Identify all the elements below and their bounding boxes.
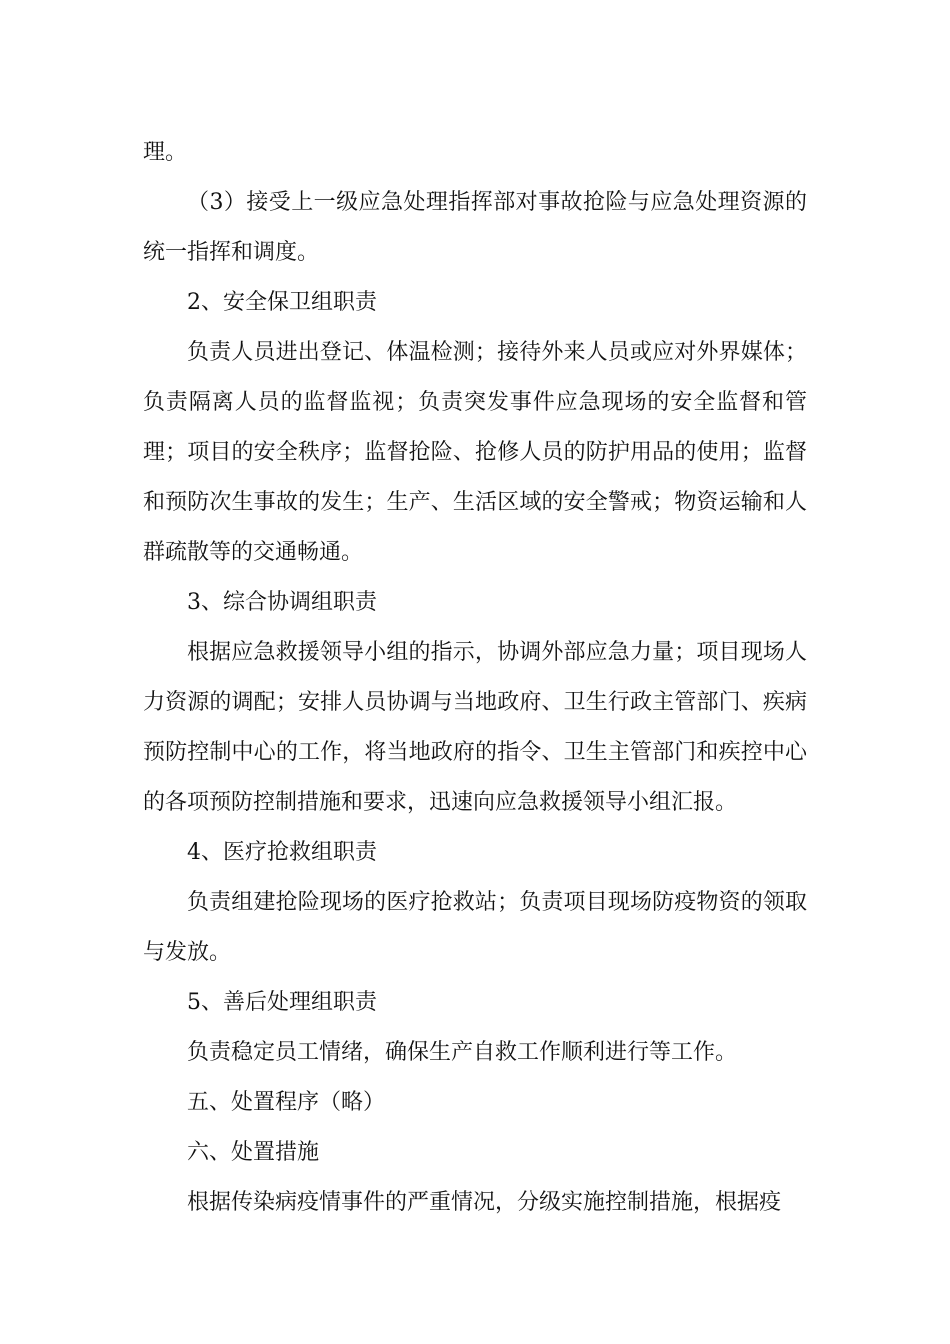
- heading-coordination-group: 3、综合协调组职责: [187, 590, 377, 615]
- paragraph-security-duties: 负责人员进出登记、体温检测；接待外来人员或应对外界媒体；负责隔离人员的监督监视；负责突发事件应急现场的安全监督和管理；项目的安全秩序；监督抢险、抢修人员的防护用品的使用；监督和预防次生事故的发生；生产、生活区域的安全警戒；物资运输和人群疏散等的交通畅通。: [143, 340, 807, 565]
- paragraph-aftermath-duties: 负责稳定员工情绪，确保生产自救工作顺利进行等工作。: [187, 1040, 738, 1065]
- heading-section-6: 六、处置措施: [187, 1140, 320, 1165]
- heading-aftermath-group: 5、善后处理组职责: [187, 990, 377, 1015]
- paragraph-coordination-duties: 根据应急救援领导小组的指示，协调外部应急力量；项目现场人力资源的调配；安排人员协调与当地政府、卫生行政主管部门、疾病预防控制中心的工作，将当地政府的指令、卫生主管部门和疾控中心的各项预防控制措施和要求，迅速向应急救援领导小组汇报。: [143, 640, 807, 815]
- document-body: [143, 128, 807, 1228]
- paragraph-medical-duties: 负责组建抢险现场的医疗抢救站；负责项目现场防疫物资的领取与发放。: [143, 890, 807, 965]
- heading-medical-group: 4、医疗抢救组职责: [187, 840, 377, 865]
- paragraph-item-3: （3）接受上一级应急处理指挥部对事故抢险与应急处理资源的统一指挥和调度。: [143, 190, 807, 265]
- paragraph-measures: 根据传染病疫情事件的严重情况，分级实施控制措施，根据疫: [187, 1190, 782, 1215]
- heading-section-5: 五、处置程序（略）: [187, 1090, 386, 1115]
- heading-security-group: 2、安全保卫组职责: [187, 290, 377, 315]
- paragraph-continuation: 理。: [143, 140, 188, 165]
